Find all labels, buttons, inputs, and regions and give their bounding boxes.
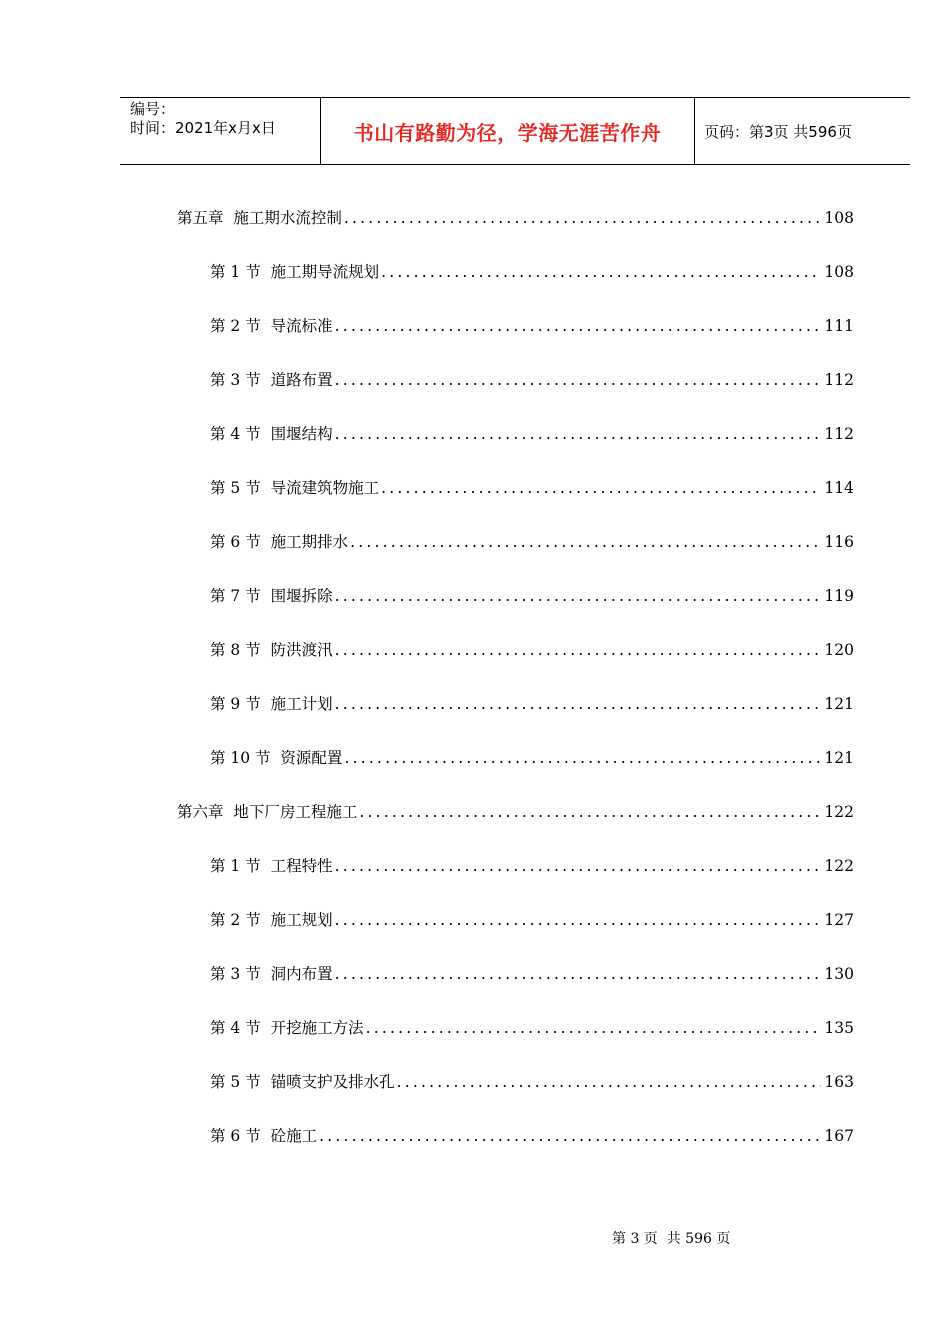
toc-section-entry[interactable] [210,1125,854,1147]
header-motto: 书山有路勤为径，学海无涯苦作舟 [321,98,695,164]
toc-entry-page-number: 112 [824,371,854,389]
toc-entry-label: 第 9 节 施工计划 [210,695,333,713]
toc-section-entry[interactable] [210,369,854,391]
toc-section-entry[interactable] [210,477,854,499]
toc-leader-dots [344,207,822,229]
toc-section-entry[interactable] [210,963,854,985]
toc-leader-dots [350,531,821,553]
toc-entry-label: 第 2 节 导流标准 [210,317,333,335]
toc-entry-page-number: 108 [824,263,854,281]
toc-entry-label: 第 3 节 道路布置 [210,371,333,389]
toc-section-entry[interactable] [210,639,854,661]
toc-entry-page-number: 108 [824,209,854,227]
toc-entry-page-number: 111 [824,317,854,335]
toc-entry-page-number: 120 [824,641,854,659]
toc-section-entry[interactable] [210,909,854,931]
toc-entry-page-number: 127 [824,911,854,929]
toc-leader-dots [344,747,821,769]
toc-section-entry[interactable] [210,855,854,877]
toc-section-entry[interactable] [210,1017,854,1039]
toc-entry-page-number: 122 [824,857,854,875]
toc-entry-page-number: 167 [824,1127,854,1145]
toc-entry-page-number: 114 [824,479,854,497]
toc-leader-dots [397,1071,822,1093]
toc-entry-label: 第 2 节 施工规划 [210,911,333,929]
toc-entry-label: 第 4 节 围堰结构 [210,425,333,443]
toc-section-entry[interactable] [210,747,854,769]
toc-section-entry[interactable] [210,423,854,445]
toc-leader-dots [335,693,822,715]
toc-entry-label: 第 3 节 洞内布置 [210,965,333,983]
toc-leader-dots [359,801,821,823]
toc-entry-page-number: 135 [824,1019,854,1037]
toc-entry-label: 第 10 节 资源配置 [210,749,343,767]
toc-leader-dots [335,855,822,877]
footer-page-number: 第 3 页 共 596 页 [612,1231,731,1247]
toc-entry-page-number: 116 [824,533,854,551]
toc-leader-dots [335,423,822,445]
toc-entry-page-number: 119 [824,587,854,605]
toc-section-entry[interactable] [210,585,854,607]
toc-entry-page-number: 122 [824,803,854,821]
toc-entry-label: 第六章 地下厂房工程施工 [177,803,358,821]
toc-section-entry[interactable] [210,693,854,715]
toc-section-entry[interactable] [210,261,854,283]
toc-entry-label: 第 1 节 施工期导流规划 [210,263,380,281]
document-time-label: 时间：2021年x月x日 [130,119,276,137]
toc-entry-label: 第五章 施工期水流控制 [177,209,342,227]
toc-entry-page-number: 112 [824,425,854,443]
toc-entry-label: 第 1 节 工程特性 [210,857,333,875]
toc-leader-dots [335,909,822,931]
toc-entry-page-number: 121 [824,749,854,767]
toc-leader-dots [319,1125,821,1147]
header-page-label: 页码：第3页 共596页 [704,122,852,141]
toc-entry-label: 第 8 节 防洪渡汛 [210,641,333,659]
toc-leader-dots [335,963,822,985]
toc-entry-label: 第 5 节 锚喷支护及排水孔 [210,1073,395,1091]
toc-chapter-entry[interactable] [177,801,854,823]
toc-section-entry[interactable] [210,1071,854,1093]
toc-entry-label: 第 4 节 开挖施工方法 [210,1019,364,1037]
toc-leader-dots [381,477,821,499]
toc-leader-dots [366,1017,822,1039]
toc-entry-label: 第 6 节 施工期排水 [210,533,349,551]
toc-entry-page-number: 121 [824,695,854,713]
toc-leader-dots [335,639,822,661]
page-header [120,97,910,165]
toc-chapter-entry[interactable] [177,207,854,229]
toc-entry-label: 第 7 节 围堰拆除 [210,587,333,605]
toc-entry-page-number: 130 [824,965,854,983]
header-meta [120,98,321,164]
toc-section-entry[interactable] [210,315,854,337]
toc-entry-label: 第 6 节 砼施工 [210,1127,318,1145]
toc-section-entry[interactable] [210,531,854,553]
document-number-label: 编号： [130,100,176,118]
toc-leader-dots [381,261,821,283]
toc-leader-dots [335,315,822,337]
toc-leader-dots [335,585,822,607]
toc-entry-page-number: 163 [824,1073,854,1091]
toc-entry-label: 第 5 节 导流建筑物施工 [210,479,380,497]
toc-leader-dots [335,369,822,391]
